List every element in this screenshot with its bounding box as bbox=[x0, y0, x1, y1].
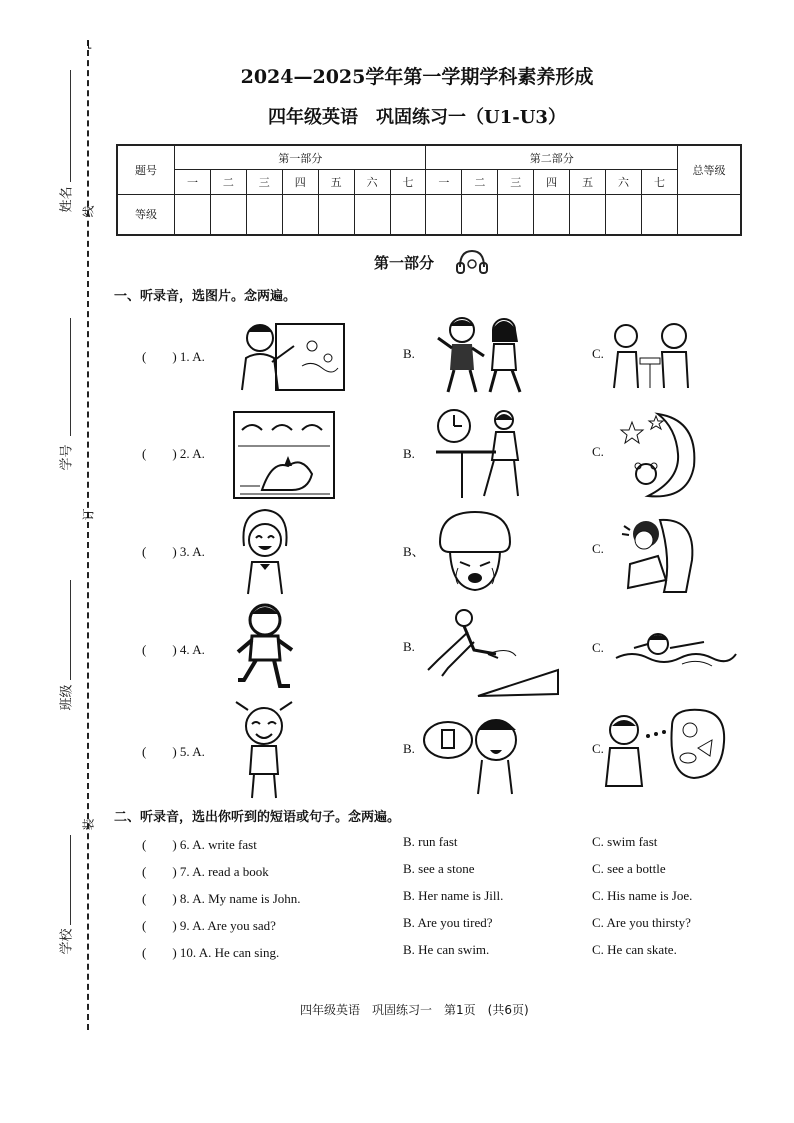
q10-label: ( ) 10. A. He can sing. bbox=[142, 945, 280, 960]
part2-header: 第二部分 bbox=[426, 145, 678, 170]
girl-clock-desk-icon bbox=[434, 406, 524, 500]
order-mark: 订 bbox=[81, 508, 96, 521]
school-label: 学校 bbox=[59, 928, 75, 955]
grade-cell[interactable] bbox=[210, 194, 246, 235]
col-numeral: 二 bbox=[210, 170, 246, 195]
grade-cell[interactable] bbox=[534, 194, 570, 235]
q5-option-b: B. bbox=[403, 741, 415, 756]
q10-option-c: C. He can skate. bbox=[592, 942, 677, 957]
row-header-grade: 等级 bbox=[117, 194, 175, 235]
q5-label: ( ) 5. A. bbox=[142, 744, 205, 759]
q8-label: ( ) 8. A. My name is John. bbox=[142, 891, 301, 906]
grade-cell[interactable] bbox=[570, 194, 606, 235]
class-write-line bbox=[70, 580, 71, 680]
part1-header: 第一部分 bbox=[175, 145, 426, 170]
grandparents-eating-icon bbox=[608, 318, 694, 392]
cheering-boy-icon bbox=[230, 700, 298, 802]
col-numeral: 四 bbox=[282, 170, 318, 195]
q10-option-b: B. He can swim. bbox=[403, 942, 490, 957]
row-header-number: 题号 bbox=[117, 145, 175, 194]
grade-cell[interactable] bbox=[641, 194, 677, 235]
grade-cell[interactable] bbox=[354, 194, 390, 235]
bind-mark: 装 bbox=[81, 818, 96, 831]
col-numeral: 五 bbox=[570, 170, 606, 195]
title-line1: 2024—2025学年第一学期学科素养形成 bbox=[240, 66, 594, 88]
q9-option-c: C. Are you thirsty? bbox=[592, 915, 691, 930]
happy-girl-icon bbox=[236, 506, 294, 596]
thirsty-boy-icon bbox=[418, 710, 522, 796]
col-numeral: 一 bbox=[426, 170, 462, 195]
grade-cell[interactable] bbox=[498, 194, 534, 235]
q3-label: ( ) 3. A. bbox=[142, 544, 205, 559]
q8-option-c: C. His name is Joe. bbox=[592, 888, 693, 903]
grade-cell[interactable] bbox=[606, 194, 642, 235]
col-numeral: 二 bbox=[462, 170, 498, 195]
q8-option-b: B. Her name is Jill. bbox=[403, 888, 504, 903]
col-numeral: 四 bbox=[534, 170, 570, 195]
section1-heading: 一、听录音，选图片。念两遍。 bbox=[114, 289, 297, 304]
q4-label: ( ) 4. A. bbox=[142, 642, 205, 657]
rooster-dawn-icon bbox=[232, 410, 336, 500]
hungry-man-food-icon bbox=[602, 706, 728, 798]
tired-girl-armchair-icon bbox=[610, 510, 696, 594]
q5-option-c: C. bbox=[592, 741, 604, 756]
q3-option-b: B、 bbox=[403, 544, 425, 559]
grade-cell[interactable] bbox=[175, 194, 211, 235]
line-mark: 线 bbox=[81, 205, 96, 218]
grade-cell[interactable] bbox=[246, 194, 282, 235]
q9-label: ( ) 9. A. Are you sad? bbox=[142, 918, 276, 933]
id-label: 学号 bbox=[59, 444, 75, 471]
q9-option-b: B. Are you tired? bbox=[403, 915, 493, 930]
school-write-line bbox=[70, 835, 71, 925]
q2-label: ( ) 2. A. bbox=[142, 446, 205, 461]
q2-option-c: C. bbox=[592, 444, 604, 459]
grade-cell[interactable] bbox=[462, 194, 498, 235]
long-jump-icon bbox=[418, 606, 560, 698]
teacher-blackboard-icon bbox=[232, 316, 348, 394]
q7-option-b: B. see a stone bbox=[403, 861, 475, 876]
section2-heading: 二、听录音，选出你听到的短语或句子。念两遍。 bbox=[114, 810, 401, 825]
binding-dashed-line bbox=[87, 40, 89, 1030]
grade-cell[interactable] bbox=[390, 194, 426, 235]
part-title: 第一部分 bbox=[374, 254, 435, 272]
total-header: 总等级 bbox=[678, 145, 742, 194]
total-grade-cell[interactable] bbox=[678, 194, 742, 235]
q7-label: ( ) 7. A. read a book bbox=[142, 864, 269, 879]
q6-label: ( ) 6. A. write fast bbox=[142, 837, 257, 852]
col-numeral: 三 bbox=[498, 170, 534, 195]
class-label: 班级 bbox=[59, 684, 75, 711]
q4-option-c: C. bbox=[592, 640, 604, 655]
id-write-line bbox=[70, 318, 71, 436]
q7-option-c: C. see a bottle bbox=[592, 861, 666, 876]
boy-swimming-icon bbox=[612, 624, 740, 672]
top-marker: ⌐ bbox=[82, 39, 97, 51]
boy-running-icon bbox=[234, 600, 296, 692]
q2-option-b: B. bbox=[403, 446, 415, 461]
q6-option-c: C. swim fast bbox=[592, 834, 658, 849]
name-label: 姓名 bbox=[59, 186, 75, 213]
title-line2: 四年级英语 巩固练习一（U1-U3） bbox=[268, 107, 566, 128]
grade-cell[interactable] bbox=[282, 194, 318, 235]
col-numeral: 一 bbox=[175, 170, 211, 195]
grade-cell[interactable] bbox=[426, 194, 462, 235]
crying-child-icon bbox=[430, 508, 520, 596]
q1-option-b: B. bbox=[403, 346, 415, 361]
score-table bbox=[116, 144, 742, 236]
q3-option-c: C. bbox=[592, 541, 604, 556]
page-footer: 四年级英语 巩固练习一 第1页 (共6页) bbox=[300, 1003, 529, 1017]
q4-option-b: B. bbox=[403, 639, 415, 654]
headphones-icon bbox=[455, 247, 489, 275]
col-numeral: 三 bbox=[246, 170, 282, 195]
q6-option-b: B. run fast bbox=[403, 834, 458, 849]
col-numeral: 七 bbox=[641, 170, 677, 195]
col-numeral: 七 bbox=[390, 170, 426, 195]
col-numeral: 五 bbox=[318, 170, 354, 195]
col-numeral: 六 bbox=[606, 170, 642, 195]
grade-cell[interactable] bbox=[318, 194, 354, 235]
q1-label: ( ) 1. A. bbox=[142, 349, 205, 364]
q1-option-c: C. bbox=[592, 346, 604, 361]
students-running-icon bbox=[432, 312, 532, 396]
moon-bear-night-icon bbox=[618, 410, 698, 502]
col-numeral: 六 bbox=[354, 170, 390, 195]
